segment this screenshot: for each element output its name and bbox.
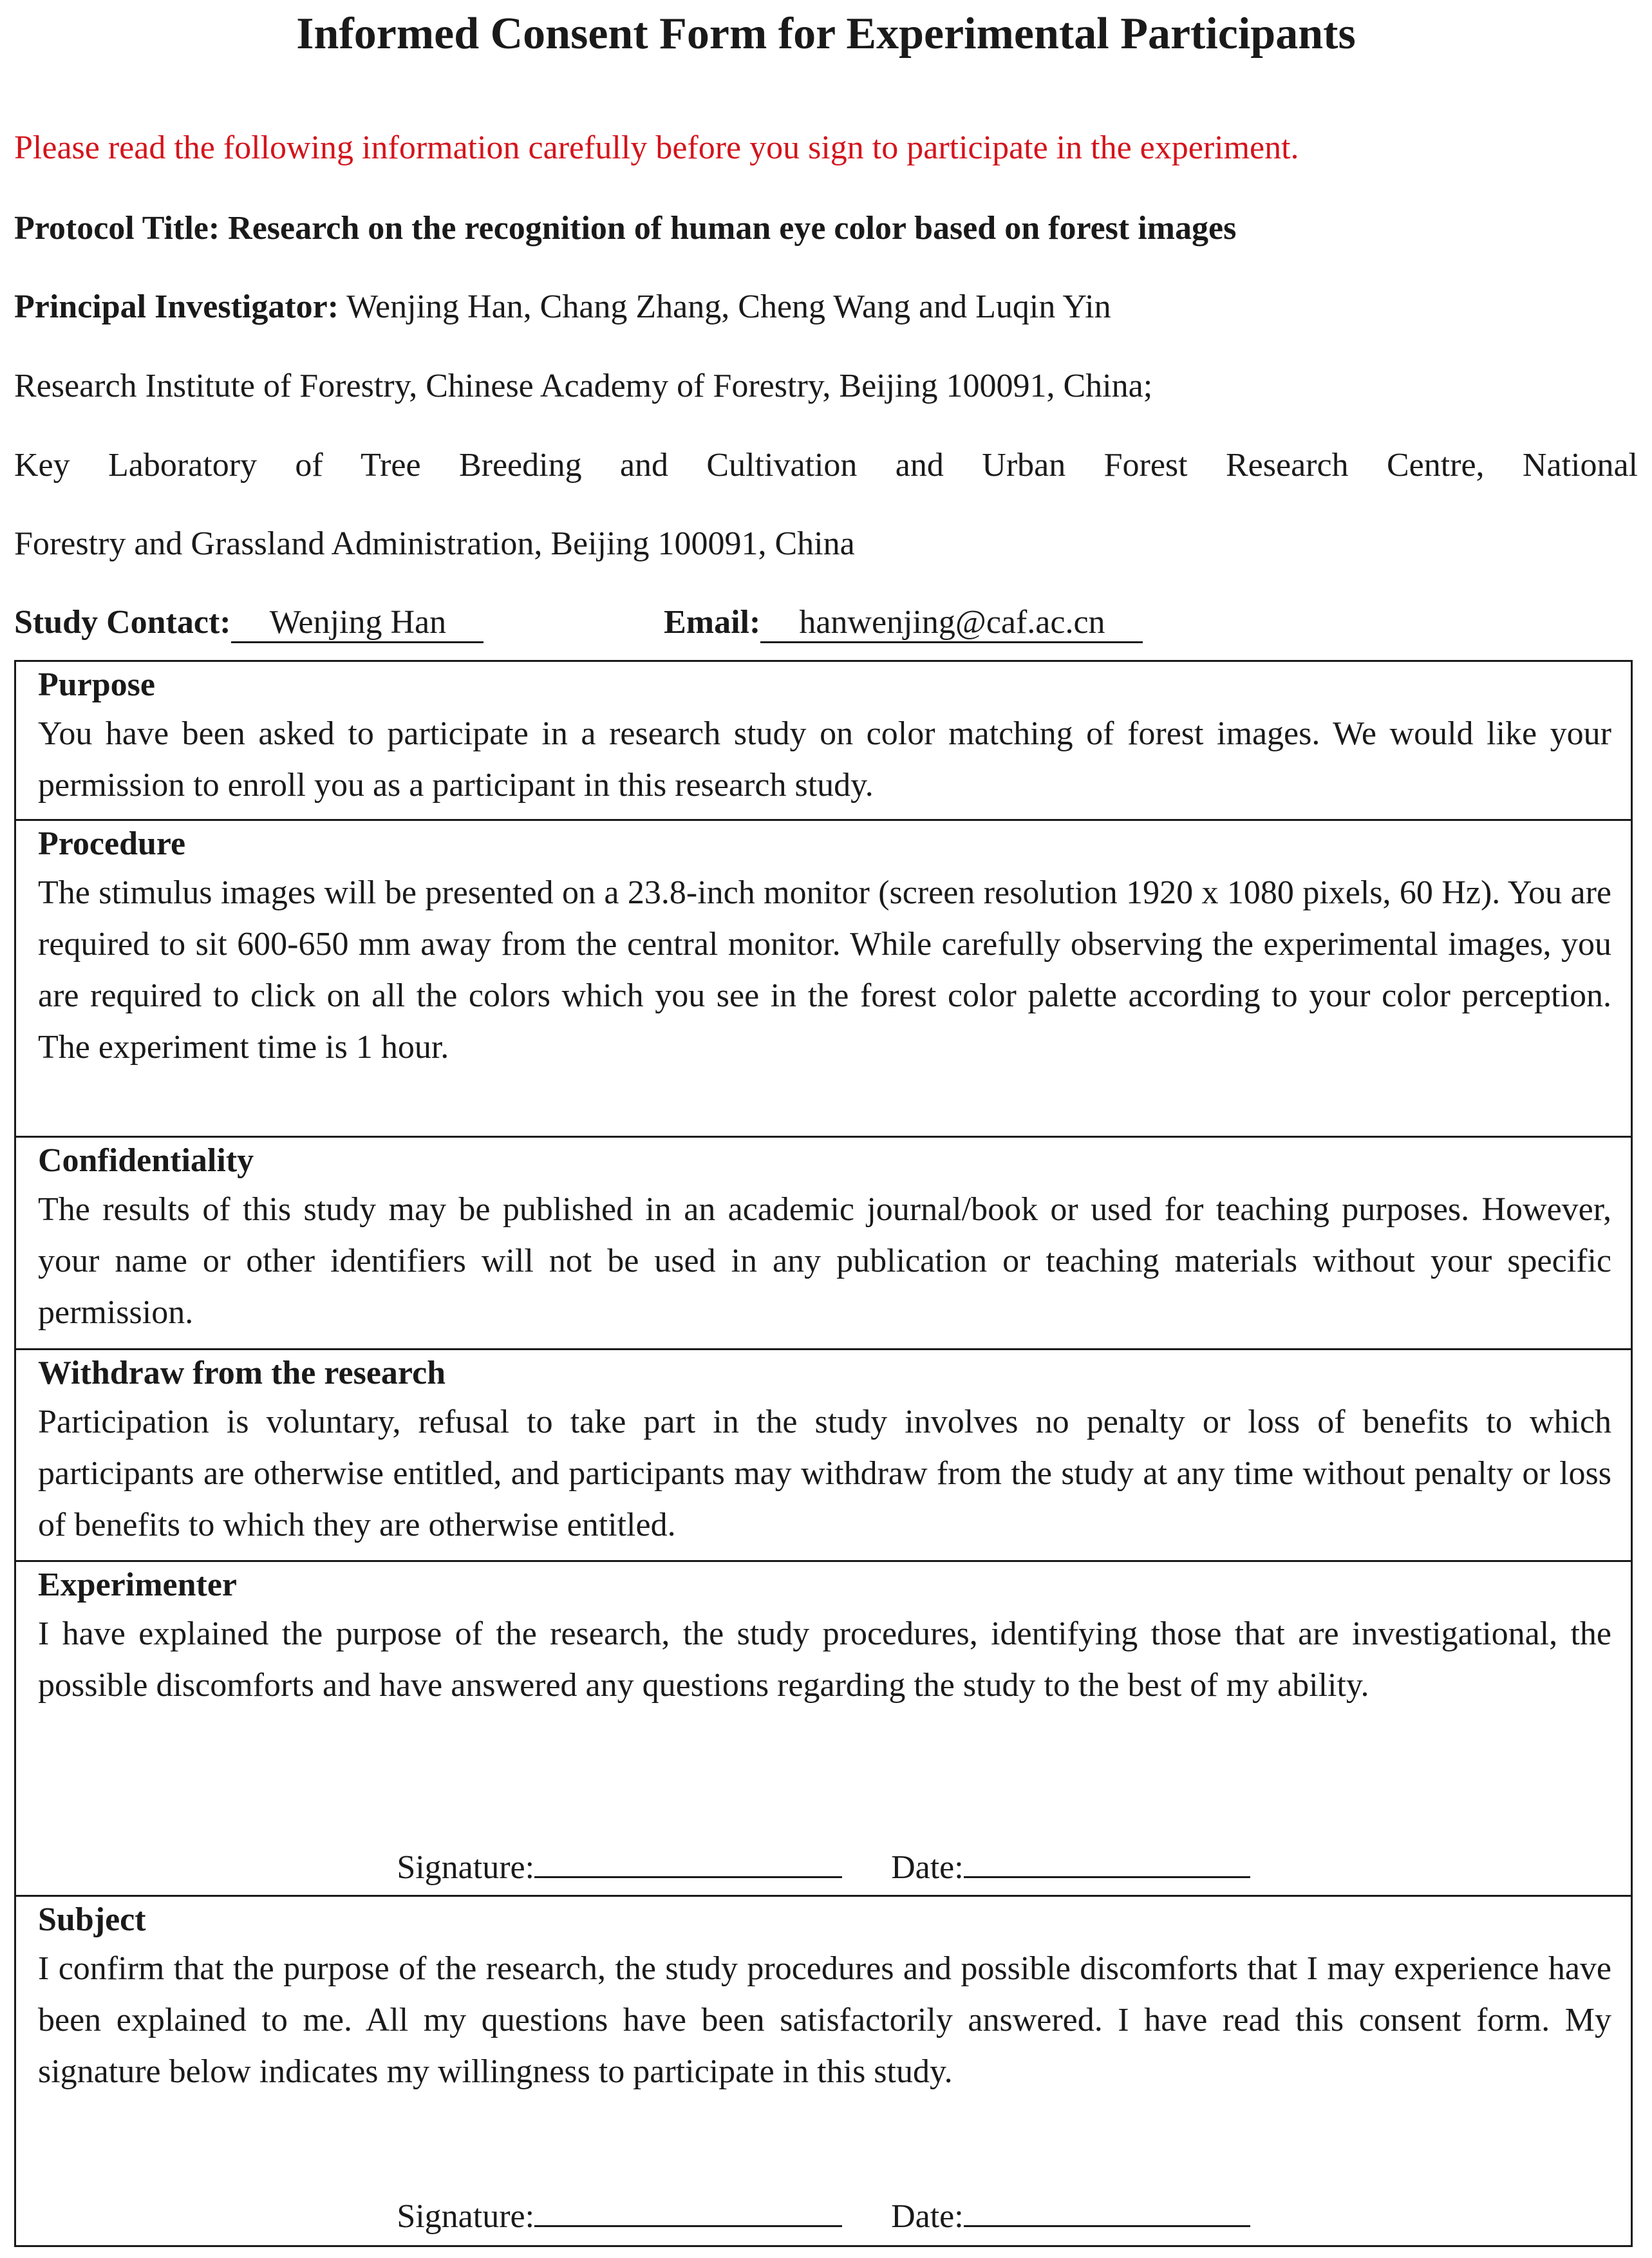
section-withdraw [16,1350,1631,1551]
investigator-label: Principal Investigator: [14,288,339,325]
protocol-title-label: Protocol Title: [14,210,220,247]
form-title: Informed Consent Form for Experimental Participants [296,9,1356,59]
section-body: The stimulus images will be presented on a 23.8-inch monitor (screen resolution 1920 x 1080 pixels, 60 Hz). You are required to sit 600-650 mm away from the central monitor. While carefully observing the experimental images, you are required to click on all the colors which you see in the forest color palette according to your color perception. The experiment time is 1 hour. [38,874,1611,1066]
section-purpose [16,662,1631,811]
consent-table [14,660,1633,2247]
protocol-title-value: Research on the recognition of human eye color based on forest images [228,210,1237,247]
section-procedure [16,821,1631,1073]
experimenter-signature-field[interactable] [534,1850,842,1878]
section-heading: Experimenter [38,1566,238,1603]
affiliation-line-2: Key Laboratory of Tree Breeding and Cultivation and Urban Forest Research Centre, National [14,447,1638,484]
contact-line [14,600,1638,645]
subject-signature-row [16,2194,1631,2239]
section-heading: Procedure [38,825,186,862]
date-label: Date: [891,2198,964,2235]
section-heading: Purpose [38,666,155,703]
investigator-value: Wenjing Han, Chang Zhang, Cheng Wang and Luqin Yin [346,288,1111,325]
subject-date-field[interactable] [964,2199,1250,2227]
section-body: You have been asked to participate in a research study on color matching of forest images. We would like your permission to enroll you as a participant in this research study. [38,715,1611,804]
investigator-line [14,285,1638,330]
signature-label: Signature: [397,2198,535,2235]
section-heading: Withdraw from the research [38,1355,446,1391]
email-field[interactable]: hanwenjing@caf.ac.cn [760,604,1142,643]
study-contact-label: Study Contact: [14,604,231,641]
subject-signature-field[interactable] [534,2199,842,2227]
date-label: Date: [891,1849,964,1886]
section-confidentiality [16,1138,1631,1339]
section-subject [16,1897,1631,2098]
section-heading: Subject [38,1901,146,1938]
experimenter-date-field[interactable] [964,1850,1250,1878]
section-experimenter [16,1562,1631,1711]
affiliation-line-3: Forestry and Grassland Administration, Beijing 100091, China [14,525,855,562]
protocol-title-line [14,206,1638,251]
email-label: Email: [664,604,761,641]
section-body: Participation is voluntary, refusal to take part in the study involves no penalty or loss of benefits to which participants are otherwise entitled, and participants may withdraw from the study at any time without penalty or loss of benefits to which they are otherwise entitled. [38,1404,1611,1543]
section-heading: Confidentiality [38,1142,254,1179]
experimenter-signature-row [16,1845,1631,1890]
study-contact-field[interactable]: Wenjing Han [231,604,484,643]
section-body: The results of this study may be published in an academic journal/book or used for teaching purposes. However, your name or other identifiers will not be used in any publication or teaching materials without your specific permission. [38,1191,1611,1331]
section-body: I have explained the purpose of the research, the study procedures, identifying those that are investigational, the possible discomforts and have answered any questions regarding the study to the best of my ability. [38,1615,1611,1704]
signature-label: Signature: [397,1849,535,1886]
affiliation-line-1: Research Institute of Forestry, Chinese Academy of Forestry, Beijing 100091, China; [14,368,1153,404]
section-body: I confirm that the purpose of the research, the study procedures and possible discomforts that I may experience have been explained to me. All my questions have been satisfactorily answered. I have read this consent form. My signature below indicates my willingness to participate in this study. [38,1950,1611,2090]
notice-text: Please read the following information carefully before you sign to participate in the experiment. [14,129,1299,166]
